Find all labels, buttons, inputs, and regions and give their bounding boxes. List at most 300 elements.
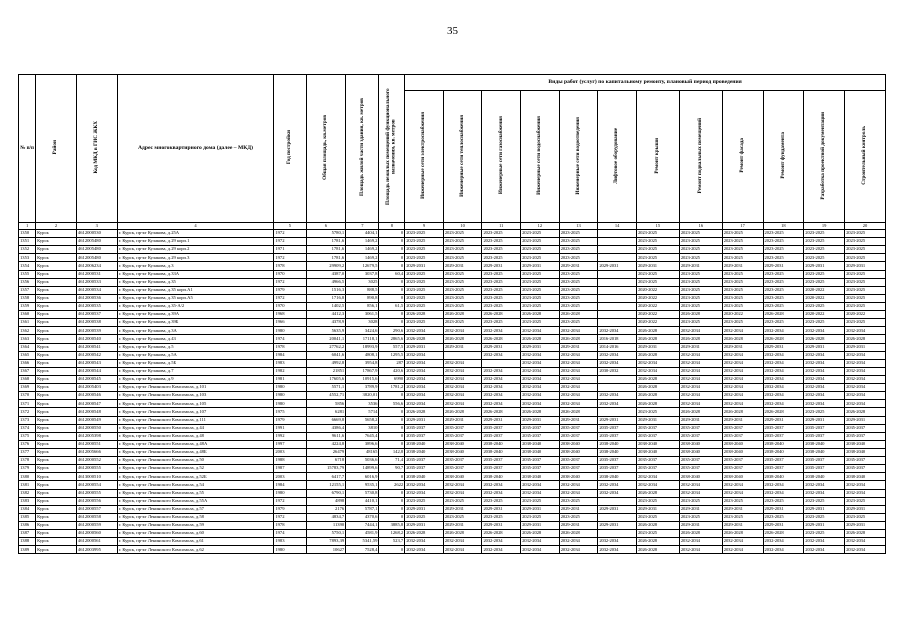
work-period-cell: 2032-2034 [804,392,845,400]
work-period-cell: 2023-2025 [722,513,763,521]
work-period-cell: 2026-2028 [405,335,444,343]
district-cell: Курск [36,384,77,392]
district-cell: Курск [36,432,77,440]
work-period-cell: 2032-2034 [521,367,560,375]
district-cell: Курск [36,375,77,383]
work-period-cell: 2029-2031 [559,343,598,351]
living-area-cell: 4370,6 [346,513,379,521]
work-period-cell: 2038-2040 [405,473,444,481]
total-area-cell: 12155,1 [306,481,346,489]
living-area-cell: 3896,6 [346,440,379,448]
work-period-cell: 2035-2037 [636,457,679,465]
address-cell: г. Курск, пр-кт Кулакова, д.29 корп.3 [117,254,274,262]
work-period-cell: 2029-2031 [405,416,444,424]
work-period-cell: 2032-2034 [598,538,637,546]
work-period-cell: 2032-2034 [636,481,679,489]
work-period-cell: 2035-2037 [804,457,845,465]
work-period-cell: 2032-2034 [559,538,598,546]
column-number: 3 [76,223,117,230]
work-period-cell: 2035-2037 [845,465,886,473]
work-period-cell: 2032-2034 [559,367,598,375]
column-number: 6 [306,223,346,230]
work-period-cell: 2029-2031 [443,521,482,529]
work-period-cell: 2035-2037 [598,457,637,465]
work-period-cell: 2035-2037 [521,432,560,440]
column-number: 5 [274,223,306,230]
column-number: 17 [722,223,763,230]
header-work-text: Инженерные сети водоснабжения [536,116,543,195]
table-row [19,457,886,465]
work-period-cell: 2026-2028 [679,335,722,343]
table-row [19,416,886,424]
row-number: 1365 [19,351,36,359]
work-period-cell: 2029-2031 [521,521,560,529]
work-period-cell: 2038-2040 [521,448,560,456]
work-period-cell: 2032-2034 [763,392,804,400]
column-number: 15 [636,223,679,230]
nonres-area-cell: 420,6 [379,367,405,375]
work-period-cell: 2035-2037 [636,424,679,432]
work-period-cell: 2035-2037 [443,432,482,440]
work-period-cell: 2035-2037 [804,424,845,432]
header-living-area [346,75,379,223]
nonres-area-cell: 0 [379,392,405,400]
work-period-cell: 2032-2034 [804,351,845,359]
code-cell: 4612000560 [76,530,117,538]
work-period-cell: 2026-2028 [443,530,482,538]
table-row [19,230,886,238]
work-period-cell: 2023-2025 [482,278,521,286]
work-period-cell: 2020-2022 [636,311,679,319]
district-cell: Курск [36,481,77,489]
year-cell: 1978 [274,343,306,351]
address-cell: г. Курск, пр-кт Кулакова, д.35 [117,278,274,286]
work-period-cell: 2032-2034 [598,351,637,359]
row-number: 1369 [19,384,36,392]
work-period-cell: 2023-2025 [636,497,679,505]
work-period-cell: 2032-2034 [521,392,560,400]
work-period-cell: 2020-2022 [845,311,886,319]
column-number: 10 [443,223,482,230]
work-period-cell: 2032-2034 [845,327,886,335]
work-period-cell: 2023-2025 [804,302,845,310]
work-period-cell: 2023-2025 [521,319,560,327]
work-period-cell: 2014-2016 [598,343,637,351]
work-period-cell: 2032-2034 [804,367,845,375]
work-period-cell: 2023-2025 [521,497,560,505]
header-work-text: Ремонт фасада [738,138,745,173]
work-period-cell: 2023-2025 [804,530,845,538]
district-cell: Курск [36,521,77,529]
table-row [19,262,886,270]
work-period-cell: 2026-2028 [845,530,886,538]
row-number: 1378 [19,457,36,465]
work-period-cell: 2029-2031 [679,343,722,351]
table-row [19,359,886,367]
living-area-cell: 6016,9 [346,473,379,481]
nonres-area-cell: 71,4 [379,457,405,465]
work-period-cell: 2035-2037 [679,457,722,465]
work-period-cell: 2035-2037 [679,432,722,440]
work-period-cell: 2026-2028 [763,311,804,319]
year-cell: 2003 [274,473,306,481]
year-cell: 1972 [274,513,306,521]
address-cell: г. Курск, пр-кт Ленинского Комсомола, д.103 [117,392,274,400]
address-cell: г. Курск, пр-кт Кулакова, д.35 корп.А5 [117,294,274,302]
work-period-cell: 2029-2031 [521,262,560,270]
total-area-cell: 4898 [306,497,346,505]
code-cell: 4612000559 [76,521,117,529]
living-area-cell: 3424,6 [346,327,379,335]
work-period-cell: 2032-2034 [763,489,804,497]
work-period-cell: 2023-2025 [521,278,560,286]
header-work-6 [598,91,637,223]
year-cell: 1971 [274,246,306,254]
nonres-area-cell: 1781,2 [379,384,405,392]
table-row [19,392,886,400]
work-period-cell: 2032-2034 [405,546,444,554]
work-period-cell: 2032-2034 [443,400,482,408]
address-cell: г. Курск, пр-кт Кулакова, д.43 [117,335,274,343]
work-period-cell: 2023-2025 [482,246,521,254]
work-period-cell: 2032-2034 [521,489,560,497]
work-period-cell: 2032-2034 [405,384,444,392]
work-period-cell: 2026-2028 [636,327,679,335]
work-period-cell: 2023-2025 [482,254,521,262]
living-area-cell: 1469,2 [346,254,379,262]
header-work-text: Ремонт крыши [654,137,661,174]
table-row [19,481,886,489]
year-cell: 1982 [274,367,306,375]
work-period-cell: 2038-2040 [679,448,722,456]
address-cell: г. Курск, пр-кт Кулакова, д.3А [117,327,274,335]
header-living-area-text: Площадь жилой части здания, кв. метров [358,98,365,197]
work-period-cell: 2023-2025 [559,302,598,310]
work-period-cell: 2032-2034 [722,489,763,497]
address-cell: г. Курск, пр-кт Ленинского Комсомола, д.52Б [117,473,274,481]
work-period-cell: 2035-2037 [443,424,482,432]
address-cell: г. Курск, пр-кт Ленинского Комсомола, д.59 [117,521,274,529]
nonres-area-cell: 2622 [379,481,405,489]
year-cell: 1972 [274,238,306,246]
work-period-cell: 2032-2034 [804,327,845,335]
code-cell: 4612000556 [76,497,117,505]
year-cell: 1980 [274,400,306,408]
code-cell: 4612000542 [76,351,117,359]
row-number: 1383 [19,497,36,505]
table-row [19,286,886,294]
work-period-cell: 2026-2028 [405,530,444,538]
row-number: 1364 [19,343,36,351]
work-period-cell: 2035-2037 [405,432,444,440]
work-period-cell: 2038-2040 [722,440,763,448]
work-period-cell [598,238,637,246]
living-area-cell: 17118,1 [346,335,379,343]
work-period-cell: 2023-2025 [405,294,444,302]
header-total-area [306,75,346,223]
work-period-cell: 2029-2031 [722,505,763,513]
work-period-cell: 2035-2037 [763,465,804,473]
work-period-cell: 2038-2040 [521,440,560,448]
header-work-1 [405,91,444,223]
nonres-area-cell: 556,6 [379,400,405,408]
address-cell: г. Курск, пр-кт Кулакова, д.5А [117,351,274,359]
year-cell: 1988 [274,457,306,465]
total-area-cell: 10627 [306,546,346,554]
year-cell: 1972 [274,278,306,286]
work-period-cell: 2029-2031 [598,262,637,270]
year-cell: 1980 [274,392,306,400]
work-period-cell: 2032-2034 [804,384,845,392]
work-period-cell: 2032-2034 [443,538,482,546]
work-period-cell: 2023-2025 [722,230,763,238]
work-period-cell: 2023-2025 [521,254,560,262]
work-period-cell: 2029-2031 [763,343,804,351]
header-work-2 [443,91,482,223]
work-period-cell: 2035-2037 [482,424,521,432]
work-period-cell: 2023-2025 [845,497,886,505]
work-period-cell: 2026-2028 [636,375,679,383]
row-number: 1350 [19,230,36,238]
nonres-area-cell: 2865,6 [379,335,405,343]
work-period-cell: 2023-2025 [804,319,845,327]
work-period-cell: 2032-2034 [482,489,521,497]
work-period-cell: 2032-2034 [722,367,763,375]
work-period-cell: 2035-2037 [722,424,763,432]
work-period-cell: 2020-2022 [804,311,845,319]
row-number: 1367 [19,367,36,375]
column-number: 13 [559,223,598,230]
address-cell: г. Курск, пр-кт Ленинского Комсомола, д.50 [117,457,274,465]
work-period-cell: 2032-2034 [679,375,722,383]
address-cell: г. Курск, пр-кт Ленинского Комсомола, д.58 [117,513,274,521]
work-period-cell: 2026-2028 [636,335,679,343]
table-row [19,546,886,554]
work-period-cell: 2035-2037 [845,424,886,432]
header-code-text: Код МКД в ГИС ЖКХ [93,121,100,174]
address-cell: г. Курск, пр-кт Ленинского Комсомола, д.55А [117,497,274,505]
work-period-cell: 2038-2040 [521,473,560,481]
code-cell: 4612000533 [76,278,117,286]
work-period-cell: 2029-2031 [636,262,679,270]
year-cell: 1980 [274,546,306,554]
code-cell: 4612003995 [76,546,117,554]
living-area-cell: 856,1 [346,302,379,310]
work-period-cell: 2023-2025 [405,497,444,505]
column-number: 11 [482,223,521,230]
row-number: 1380 [19,473,36,481]
work-period-cell: 2023-2025 [804,254,845,262]
code-cell: 4612000540 [76,335,117,343]
work-period-cell: 2023-2025 [443,294,482,302]
work-period-cell: 2032-2034 [482,327,521,335]
work-period-cell: 2032-2034 [636,367,679,375]
work-period-cell: 2023-2025 [679,319,722,327]
nonres-area-cell: 1268,2 [379,530,405,538]
table-row [19,432,886,440]
work-period-cell: 2032-2034 [598,481,637,489]
work-period-cell: 2035-2037 [482,465,521,473]
table-row [19,513,886,521]
code-cell: 4612005398 [76,432,117,440]
work-period-cell [598,302,637,310]
nonres-area-cell: 557,5 [379,343,405,351]
work-period-cell [598,375,637,383]
work-period-cell: 2032-2034 [521,327,560,335]
address-cell: г. Курск, пр-кт Кулакова, д.35-А/2 [117,302,274,310]
year-cell: 1987 [274,465,306,473]
header-district [36,75,77,223]
code-cell: 4612000552 [76,457,117,465]
work-period-cell: 2023-2025 [443,319,482,327]
row-number: 1355 [19,270,36,278]
work-period-cell: 2032-2034 [722,359,763,367]
district-cell: Курск [36,294,77,302]
nonres-area-cell: 6990 [379,375,405,383]
work-period-cell: 2026-2028 [559,530,598,538]
year-cell: 1991 [274,424,306,432]
district-cell: Курск [36,327,77,335]
nonres-area-cell: 0 [379,311,405,319]
table-row [19,440,886,448]
work-period-cell: 2023-2025 [722,286,763,294]
living-area-cell: 3028 [346,319,379,327]
table-row [19,327,886,335]
work-period-cell: 2023-2025 [636,513,679,521]
code-cell: 4612005666 [76,448,117,456]
code-cell: 4612000541 [76,343,117,351]
work-period-cell: 2032-2034 [845,489,886,497]
work-period-cell: 2029-2031 [722,416,763,424]
code-cell: 4612000539 [76,327,117,335]
row-number: 1373 [19,416,36,424]
work-period-cell: 2038-2040 [598,473,637,481]
living-area-cell: 17867,9 [346,367,379,375]
year-cell: 1972 [274,230,306,238]
year-cell: 1970 [274,302,306,310]
work-period-cell: 2029-2031 [405,505,444,513]
total-area-cell: 5571,1 [306,384,346,392]
work-period-cell: 2029-2031 [845,521,886,529]
work-period-cell: 2029-2031 [804,262,845,270]
header-year-text: Год постройки [286,130,293,165]
table-row [19,238,886,246]
table-row [19,335,886,343]
district-cell: Курск [36,392,77,400]
living-area-cell: 14899,6 [346,465,379,473]
work-period-cell: 2032-2034 [405,400,444,408]
total-area-cell: 1781,6 [306,254,346,262]
total-area-cell: 6281 [306,408,346,416]
work-period-cell: 2023-2025 [679,246,722,254]
total-area-cell: 20041,1 [306,335,346,343]
work-period-cell: 2032-2034 [598,392,637,400]
column-number: 16 [679,223,722,230]
row-number: 1370 [19,392,36,400]
address-cell: г. Курск, пр-кт Ленинского Комсомола, д.44 [117,424,274,432]
year-cell: 1980 [274,384,306,392]
work-period-cell: 2032-2034 [559,489,598,497]
work-period-cell: 2029-2031 [598,521,637,529]
work-period-cell: 2035-2037 [845,457,886,465]
work-period-cell: 2032-2034 [679,538,722,546]
work-period-cell: 2038-2040 [804,440,845,448]
year-cell: 1978 [274,262,306,270]
work-period-cell: 2032-2034 [845,384,886,392]
address-cell: г. Курск, пр-кт Кулакова, д.5 [117,343,274,351]
work-period-cell: 2038-2040 [405,448,444,456]
total-area-cell: 5780,1 [306,230,346,238]
district-cell: Курск [36,538,77,546]
work-period-cell: 2029-2031 [763,505,804,513]
code-cell: 4612000531 [76,270,117,278]
code-cell: 4612000538 [76,319,117,327]
work-period-cell: 2023-2025 [636,278,679,286]
column-number: 4 [117,223,274,230]
work-period-cell: 2029-2031 [845,343,886,351]
work-period-cell: 2023-2025 [636,270,679,278]
work-period-cell: 2038-2040 [559,440,598,448]
table-row [19,448,886,456]
work-period-cell: 2035-2037 [636,465,679,473]
header-work-8 [679,91,722,223]
work-period-cell: 2023-2025 [845,302,886,310]
work-period-cell: 2023-2025 [482,294,521,302]
living-area-cell: 5658,2 [346,416,379,424]
work-period-cell: 2035-2037 [679,424,722,432]
work-period-cell: 2023-2025 [722,238,763,246]
nonres-area-cell: 0 [379,473,405,481]
work-period-cell: 2032-2034 [443,481,482,489]
work-period-cell: 2023-2025 [763,286,804,294]
work-period-cell: 2029-2031 [804,521,845,529]
address-cell: г. Курск, пр-кт Ленинского Комсомола, д.57 [117,505,274,513]
work-period-cell: 2032-2034 [521,351,560,359]
table-row [19,424,886,432]
header-address-text: Адрес многоквартирного дома (далее – МКД) [138,144,253,151]
work-period-cell: 2032-2034 [598,489,637,497]
living-area-cell: 890,8 [346,294,379,302]
work-period-cell: 2035-2037 [559,465,598,473]
total-area-cell: 1402,5 [306,302,346,310]
work-period-cell: 2026-2028 [636,489,679,497]
work-period-cell: 2032-2034 [559,384,598,392]
living-area-cell: 3536 [346,400,379,408]
code-cell: 4612000536 [76,294,117,302]
table-row [19,530,886,538]
living-area-cell: 5714 [346,408,379,416]
work-period-cell: 2023-2025 [482,513,521,521]
nonres-area-cell: 0 [379,278,405,286]
work-period-cell: 2023-2025 [559,278,598,286]
work-period-cell: 2032-2034 [804,489,845,497]
work-period-cell: 2023-2025 [636,246,679,254]
work-period-cell: 2023-2025 [845,513,886,521]
work-period-cell: 2023-2025 [559,254,598,262]
work-period-cell: 2026-2028 [636,521,679,529]
total-area-cell: 5750,1 [306,530,346,538]
row-number: 1375 [19,432,36,440]
nonres-area-cell: 60,4 [379,270,405,278]
nonres-area-cell: 90,7 [379,465,405,473]
total-area-cell: 7893,39 [306,538,346,546]
district-cell: Курск [36,457,77,465]
work-period-cell: 2023-2025 [405,254,444,262]
district-cell: Курск [36,489,77,497]
nonres-area-cell: 0 [379,497,405,505]
row-number: 1385 [19,513,36,521]
work-period-cell: 2032-2034 [804,538,845,546]
